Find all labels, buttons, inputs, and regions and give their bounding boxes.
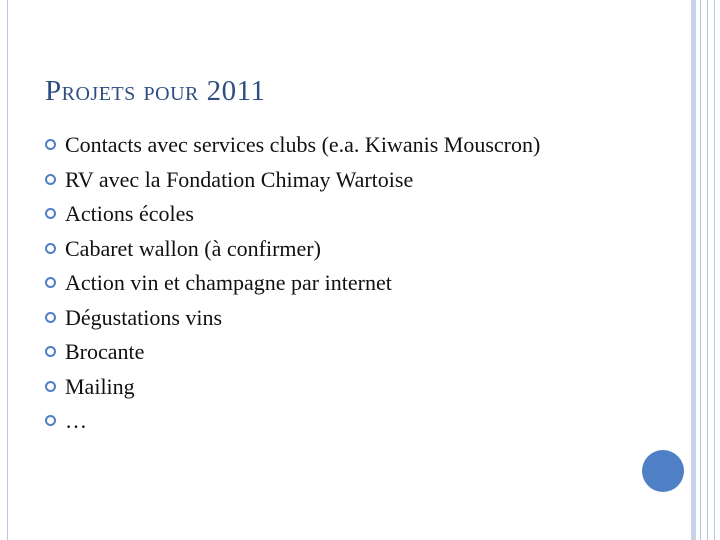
- bullet-item: [45, 337, 665, 366]
- bullet-text: Action vin et champagne par internet: [65, 270, 392, 295]
- bullet-item: [45, 372, 665, 401]
- bullet-item: [45, 165, 665, 194]
- left-border-line: [7, 0, 8, 540]
- bullet-circle-icon: [45, 139, 56, 150]
- bullet-circle-icon: [45, 346, 56, 357]
- bullet-circle-icon: [45, 208, 56, 219]
- bullet-item: [45, 130, 665, 159]
- bullet-item: [45, 268, 665, 297]
- right-border-line: [714, 0, 715, 540]
- right-border-band: [691, 0, 696, 540]
- right-border-line: [700, 0, 701, 540]
- bullet-text: Contacts avec services clubs (e.a. Kiwanis Mouscron): [65, 132, 541, 157]
- bullet-text: Actions écoles: [65, 201, 194, 226]
- bullet-circle-icon: [45, 174, 56, 185]
- bullet-item: [45, 199, 665, 228]
- bullet-text: RV avec la Fondation Chimay Wartoise: [65, 166, 414, 192]
- bullet-item: [45, 234, 665, 263]
- bullet-text: Dégustations vins: [65, 304, 223, 330]
- bullet-text: Brocante: [65, 339, 145, 364]
- slide-title: Projets pour 2011: [45, 75, 266, 107]
- bullet-circle-icon: [45, 415, 56, 426]
- decorative-circle: [642, 450, 684, 492]
- bullet-text: Cabaret wallon (à confirmer): [65, 235, 321, 261]
- bullet-text: Mailing: [65, 373, 135, 399]
- bullet-item: [45, 406, 665, 435]
- bullet-circle-icon: [45, 381, 56, 392]
- bullet-text: …: [65, 408, 87, 433]
- bullet-circle-icon: [45, 277, 56, 288]
- bullet-list: [45, 130, 665, 441]
- bullet-circle-icon: [45, 312, 56, 323]
- bullet-item: [45, 303, 665, 332]
- bullet-circle-icon: [45, 243, 56, 254]
- right-border-line: [707, 0, 708, 540]
